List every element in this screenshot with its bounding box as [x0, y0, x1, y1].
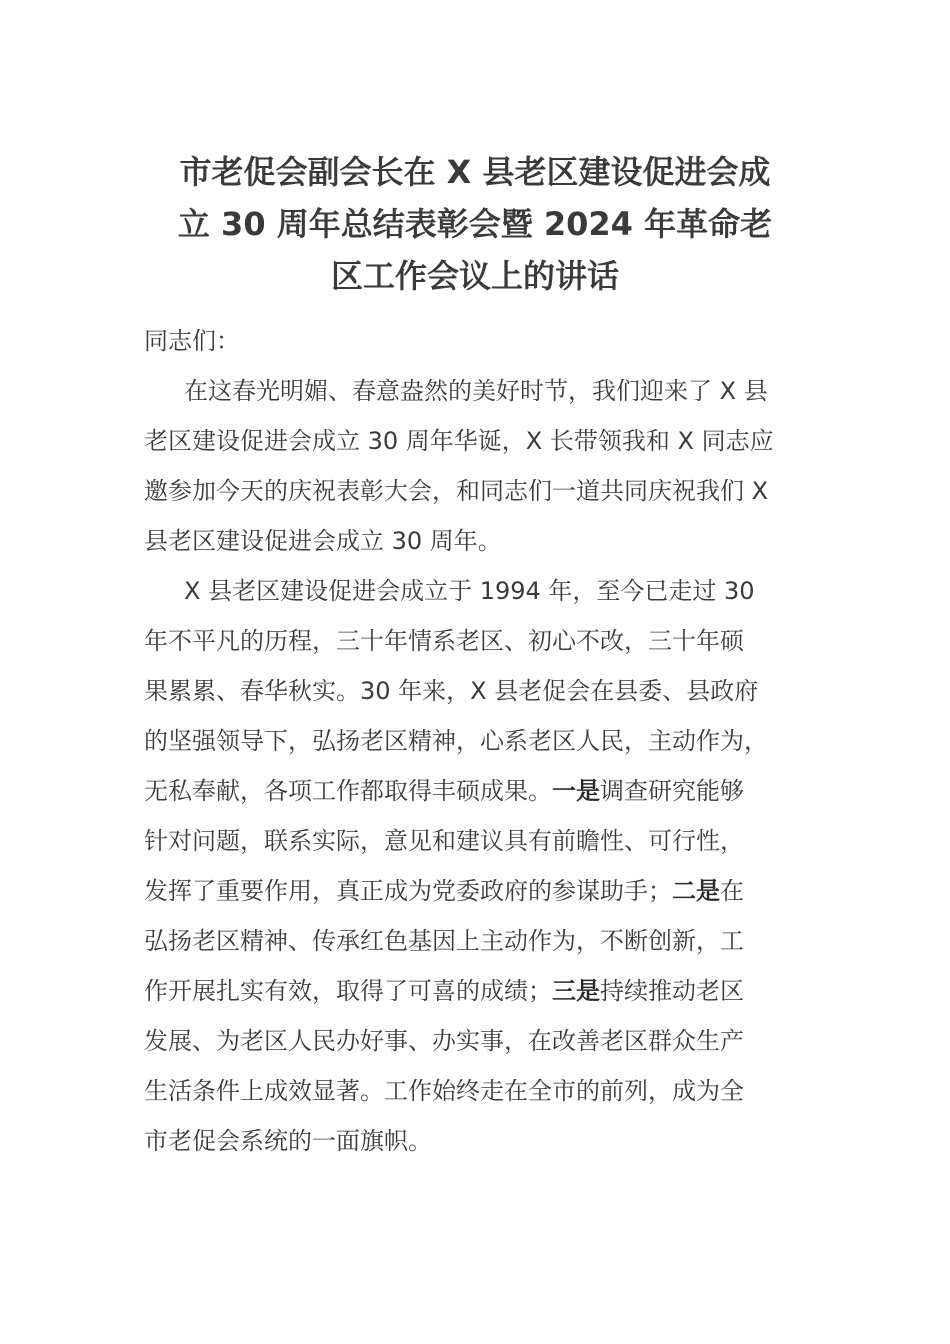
paragraph-line: 生活条件上成效显著。工作始终走在全市的前列，成为全	[144, 1077, 744, 1105]
paragraph-line	[144, 766, 810, 816]
paragraph-1	[144, 366, 810, 566]
paragraph-line: 的坚强领导下，弘扬老区精神，心系老区人民，主动作为，	[144, 727, 768, 755]
paragraph-line: 在这春光明媚、春意盎然的美好时节，我们迎来了 X 县	[184, 377, 768, 405]
emphasis-marker-first: 一是	[552, 777, 600, 805]
text-segment: 作开展扎实有效，取得了可喜的成绩；	[144, 977, 552, 1005]
paragraph-line: 市老促会系统的一面旗帜。	[144, 1127, 432, 1155]
salutation: 同志们：	[144, 327, 240, 355]
text-segment: 无私奉献，各项工作都取得丰硕成果。	[144, 777, 552, 805]
text-segment: 持续推动老区	[600, 977, 744, 1005]
paragraph-line: 果累累、春华秋实。30 年来，X 县老促会在县委、县政府	[144, 677, 759, 705]
paragraph-line: 年不平凡的历程，三十年情系老区、初心不改，三十年硕	[144, 627, 744, 655]
paragraph-line	[144, 966, 810, 1016]
emphasis-marker-second: 二是	[672, 877, 720, 905]
paragraph-line	[144, 866, 810, 916]
paragraph-line: 弘扬老区精神、传承红色基因上主动作为，不断创新，工	[144, 927, 744, 955]
paragraph-line: X 县老区建设促进会成立于 1994 年，至今已走过 30	[184, 577, 755, 605]
paragraph-line: 老区建设促进会成立 30 周年华诞，X 长带领我和 X 同志应	[144, 427, 774, 455]
paragraph-line: 针对问题，联系实际，意见和建议具有前瞻性、可行性，	[144, 827, 744, 855]
paragraph-2	[144, 566, 810, 1166]
text-segment: 在	[720, 877, 744, 905]
paragraph-line: 邀参加今天的庆祝表彰大会，和同志们一道共同庆祝我们 X	[144, 477, 769, 505]
title-line: 市老促会副会长在 X 县老区建设促进会成	[179, 153, 771, 191]
text-segment: 调查研究能够	[600, 777, 744, 805]
document-body	[144, 316, 810, 1166]
title-line: 区工作会议上的讲话	[330, 257, 619, 295]
text-segment: 发挥了重要作用，真正成为党委政府的参谋助手；	[144, 877, 672, 905]
paragraph-line: 县老区建设促进会成立 30 周年。	[144, 527, 502, 555]
emphasis-marker-third: 三是	[552, 977, 600, 1005]
document-title	[140, 146, 810, 302]
paragraph-line: 发展、为老区人民办好事、办实事，在改善老区群众生产	[144, 1027, 744, 1055]
title-line: 立 30 周年总结表彰会暨 2024 年革命老	[177, 205, 773, 243]
